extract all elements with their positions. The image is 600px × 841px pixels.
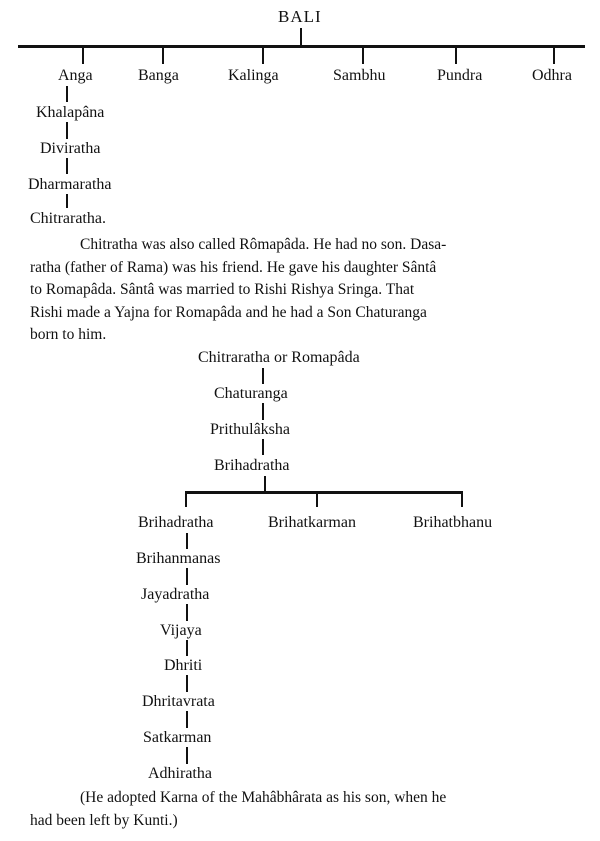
anga-stem-4 [66,194,68,208]
para1-line-2: ratha (father of Rama) was his friend. He gave his daughter Sântâ [30,258,437,276]
tree2-stem-3 [262,439,264,455]
son-sambhu: Sambhu [333,67,386,84]
anga-stem-1 [66,86,68,102]
romapada-paragraph [30,234,580,347]
son-odhra: Odhra [532,67,572,84]
tree2-stem-4 [264,476,266,492]
desc-vijaya: Vijaya [160,622,202,639]
tree2-stem-2 [262,403,264,420]
son-banga: Banga [138,67,179,84]
desc-diviratha: Diviratha [40,140,101,157]
tree2-stem-1 [262,368,264,384]
line-brihadratha: Brihadratha [214,457,290,474]
desc-adhiratha: Adhiratha [148,765,212,782]
para2-line-2: had been left by Kunti.) [30,811,178,829]
para1-line-1: Chitratha was also called Rômapâda. He had no son. Dasa- [80,236,447,253]
tree1-drop-odhra [553,47,555,64]
line-chaturanga: Chaturanga [214,385,288,402]
desc-satkarman: Satkarman [143,729,212,746]
tree1-root: BALI [278,7,322,26]
son2-brihatkarman: Brihatkarman [268,514,356,531]
para1-line-3: to Romapâda. Sântâ was married to Rishi Rishya Sringa. That [30,281,415,298]
son-pundra: Pundra [437,67,483,84]
desc-jayadratha: Jayadratha [141,586,210,603]
son2-brihatbhanu: Brihatbhanu [413,514,493,531]
desc-brihanmanas: Brihanmanas [136,550,221,567]
line-prithulaksha: Prithulâksha [210,421,290,438]
anga-stem-2 [66,122,68,139]
anga-stem-3 [66,158,68,174]
son2-brihadratha: Brihadratha [138,514,214,531]
desc-stem-7 [186,747,188,764]
tree1-drop-pundra [455,47,457,64]
para1-line-5: born to him. [30,326,107,343]
desc-khalapana: Khalapâna [36,104,105,121]
son-anga: Anga [58,67,93,84]
tree2-sons-bar [185,491,463,494]
tree1-drop-kalinga [262,47,264,64]
line-chitraratha-romapada: Chitraratha or Romapâda [198,349,360,366]
tree1-sons-bar [18,45,585,48]
desc-stem-6 [186,711,188,728]
desc-stem-4 [186,640,188,656]
tree1-drop-banga [162,47,164,64]
tree2-drop-brihatkarman [316,493,318,507]
desc-dhriti: Dhriti [164,657,203,674]
tree1-drop-anga [82,47,84,64]
desc-dhritavrata: Dhritavrata [142,693,215,710]
karna-note [30,787,580,832]
desc-stem-3 [186,604,188,621]
tree2-drop-brihadratha [185,493,187,507]
tree1-root-stem [300,28,302,46]
tree2-drop-brihatbhanu [461,493,463,507]
tree1-drop-sambhu [362,47,364,64]
son-kalinga: Kalinga [228,67,279,84]
desc-chitraratha: Chitraratha. [30,210,106,227]
desc-stem-2 [186,568,188,585]
desc-stem-5 [186,675,188,692]
desc-stem-1 [186,533,188,549]
desc-dharmaratha: Dharmaratha [28,176,112,193]
para2-line-1: (He adopted Karna of the Mahâbhârata as his son, when he [80,789,447,806]
para1-line-4: Rishi made a Yajna for Romapâda and he had a Son Chaturanga [30,303,427,321]
